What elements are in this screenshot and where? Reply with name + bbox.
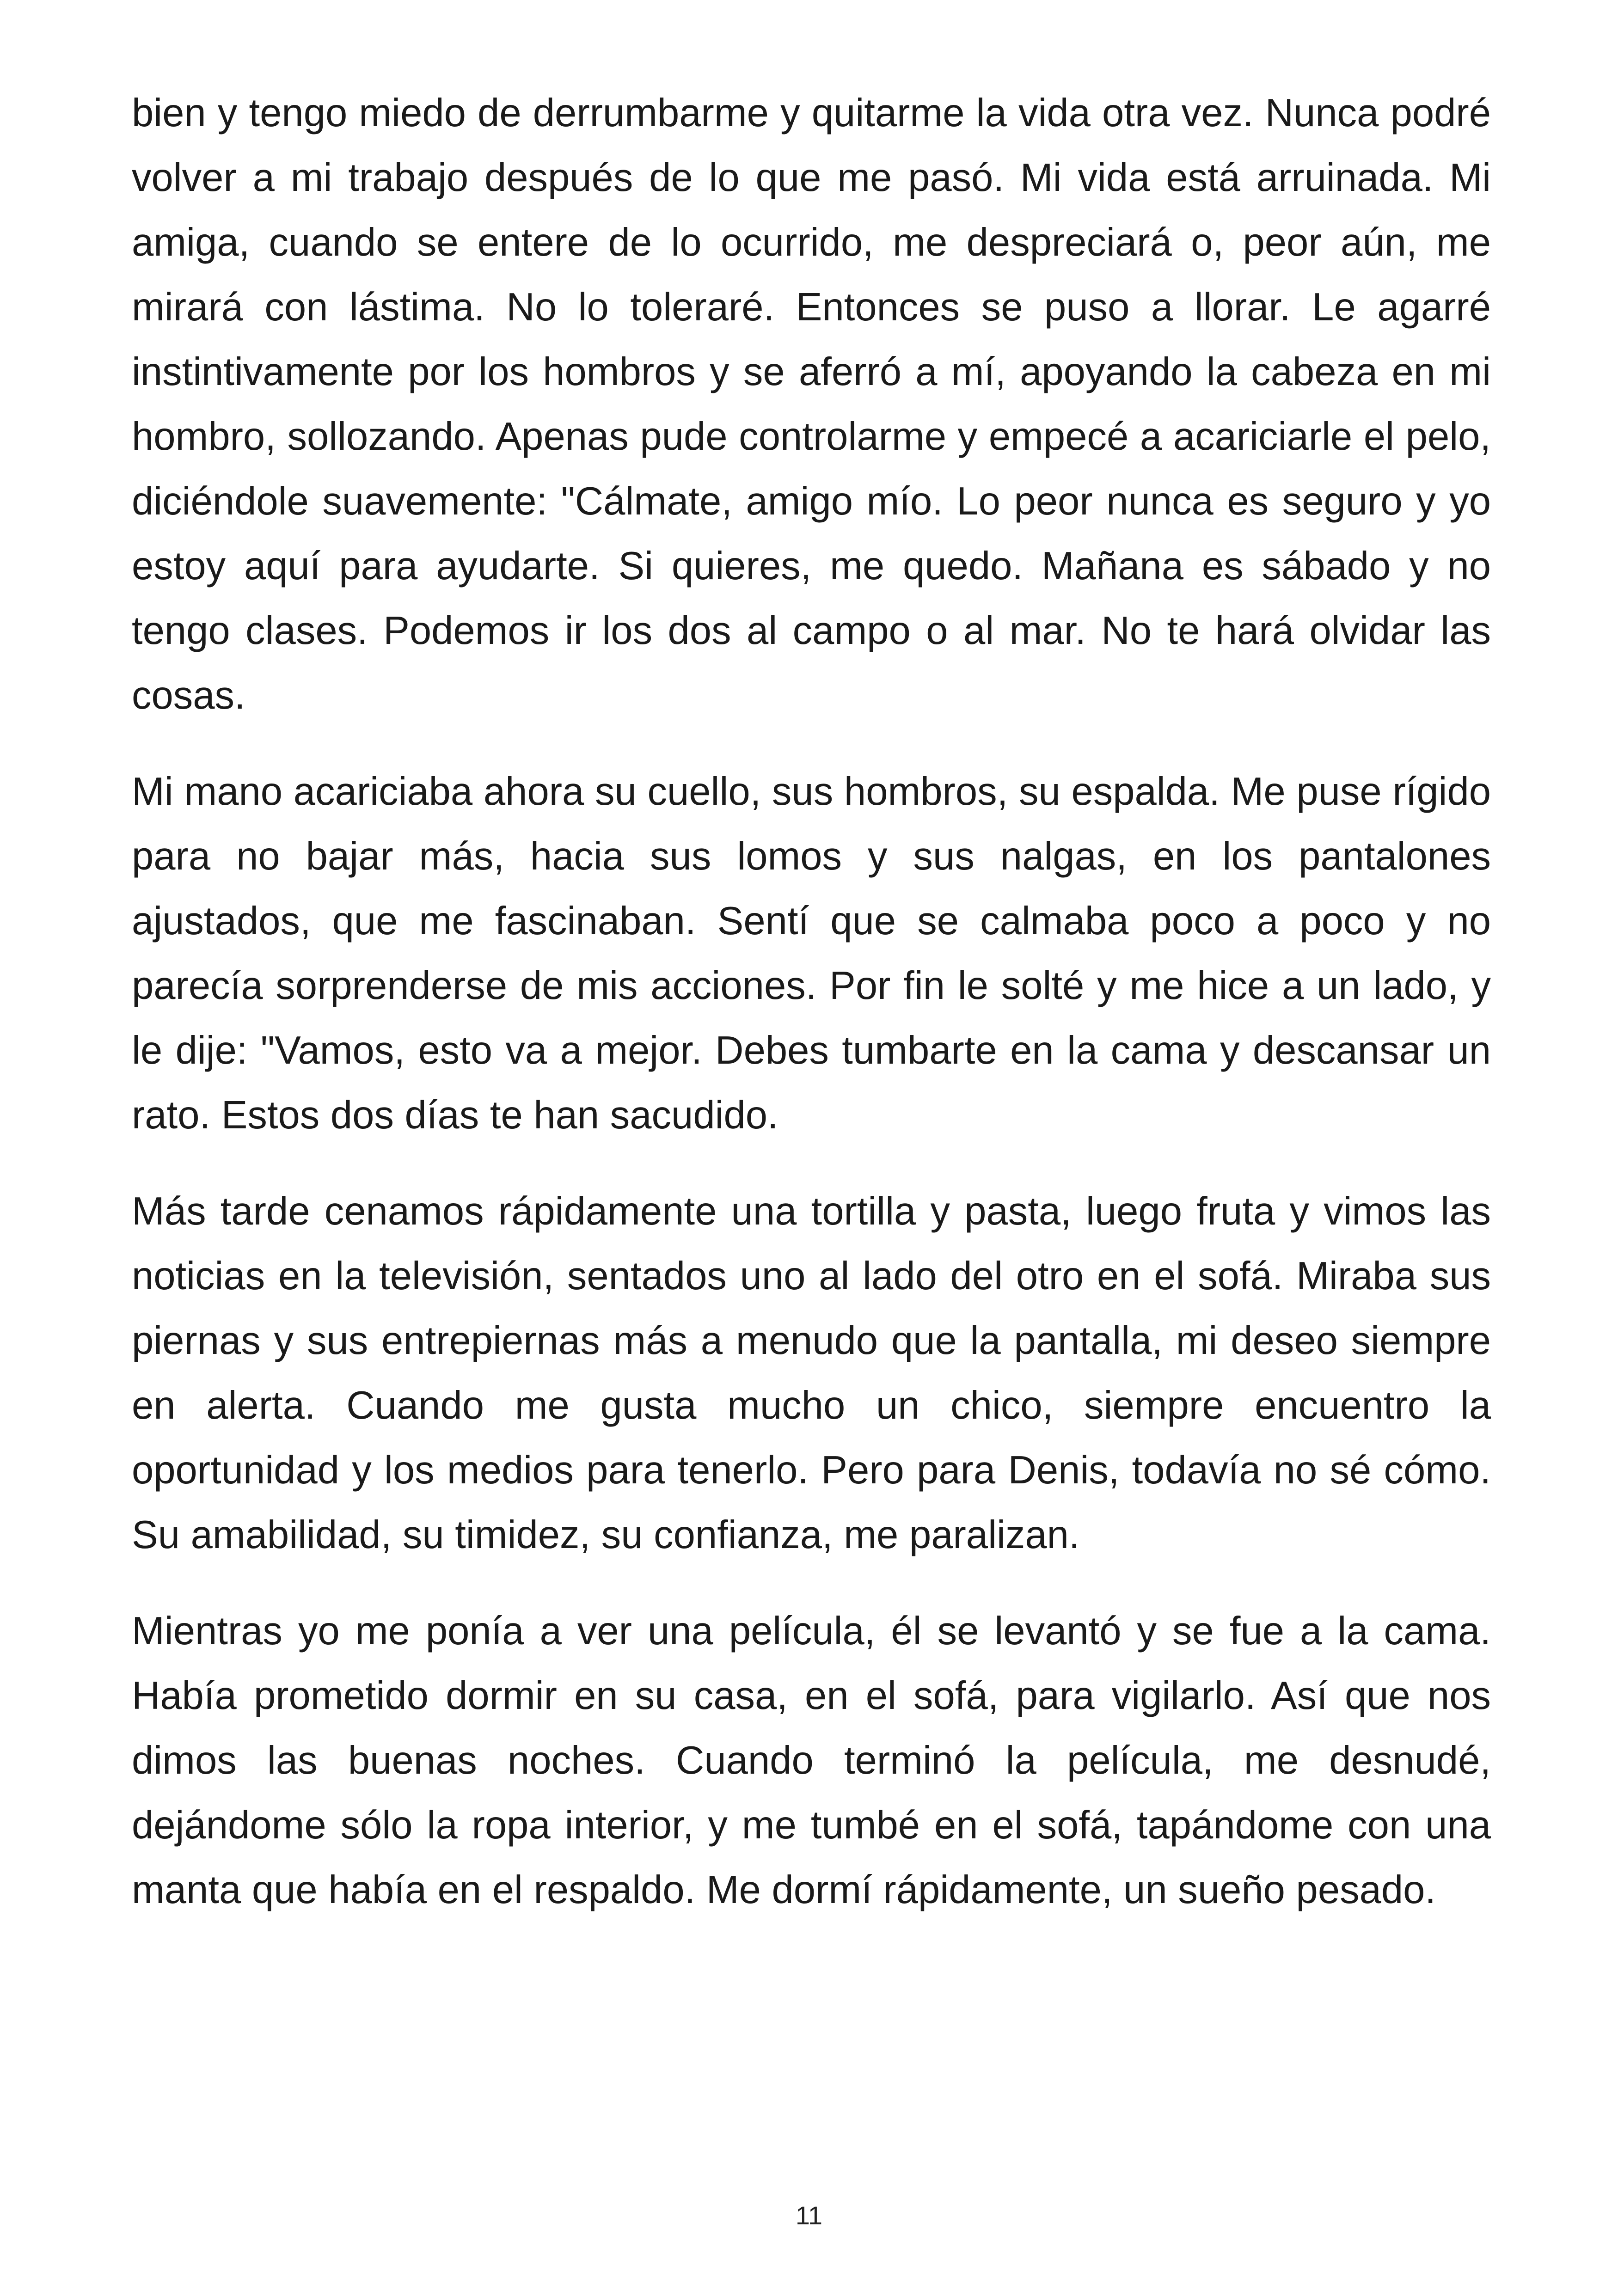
paragraph: Mi mano acariciaba ahora su cuello, sus hombros, su espalda. Me puse rígido para no bajar más, hacia sus lomos y sus nalgas, en los pantalones ajustados, que me fascinaban. Sentí que se calmaba poco a poco y no parecía sorprenderse de mis acciones. Por fin le solté y me hice a un lado, y le dije: "Vamos, esto va a mejor. Debes tumbarte en la cama y descansar un rato. Estos dos días te han sacudido. [132, 770, 1491, 1137]
body-text [132, 81, 1491, 1954]
page-number: 11 [795, 2201, 823, 2230]
paragraph: Mientras yo me ponía a ver una película, él se levantó y se fue a la cama. Había prometido dormir en su casa, en el sofá, para vigilarlo. Así que nos dimos las buenas noches. Cuando terminó la película, me desnudé, dejándome sólo la ropa interior, y me tumbé en el sofá, tapándome con una manta que había en el respaldo. Me dormí rápidamente, un sueño pesado. [132, 1609, 1491, 1912]
paragraph: Más tarde cenamos rápidamente una tortilla y pasta, luego fruta y vimos las noticias en la televisión, sentados uno al lado del otro en el sofá. Miraba sus piernas y sus entrepiernas más a menudo que la pantalla, mi deseo siempre en alerta. Cuando me gusta mucho un chico, siempre encuentro la oportunidad y los medios para tenerlo. Pero para Denis, todavía no sé cómo. Su amabilidad, su timidez, su confianza, me paralizan. [132, 1189, 1491, 1557]
paragraph: bien y tengo miedo de derrumbarme y quitarme la vida otra vez. Nunca podré volver a mi trabajo después de lo que me pasó. Mi vida está arruinada. Mi amiga, cuando se entere de lo ocurrido, me despreciará o, peor aún, me mirará con lástima. No lo toleraré. Entonces se puso a llorar. Le agarré instintivamente por los hombros y se aferró a mí, apoyando la cabeza en mi hombro, sollozando. Apenas pude controlarme y empecé a acariciarle el pelo, diciéndole suavemente: "Cálmate, amigo mío. Lo peor nunca es seguro y yo estoy aquí para ayudarte. Si quieres, me quedo. Mañana es sábado y no tengo clases. Podemos ir los dos al campo o al mar. No te hará olvidar las cosas. [132, 91, 1491, 717]
